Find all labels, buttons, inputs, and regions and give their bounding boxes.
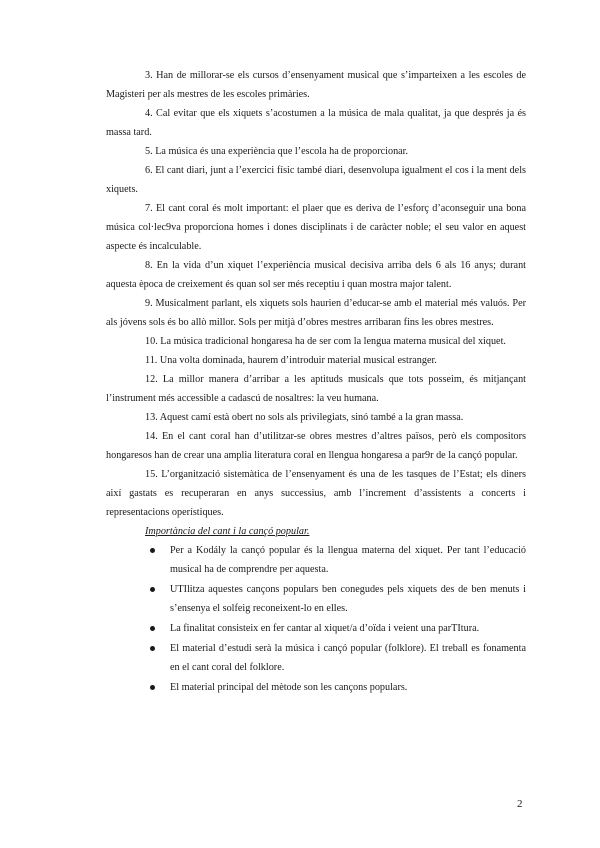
paragraph-15: 15. L’organització sistemàtica de l’ensenyament és una de les tasques de l’Estat; els diners així gastats es recuperaran en anys successius, amb l’increment d’assistents a concerts i representacions operístiques. — [106, 469, 526, 518]
paragraph-5: 5. La música és una experiència que l’escola ha de proporcionar. — [145, 146, 409, 157]
list-item — [106, 678, 526, 697]
paragraph-11: 11. Una volta dominada, haurem d’introduir material musical estranger. — [145, 355, 437, 366]
paragraph-14: 14. En el cant coral han d’utilitzar-se obres mestres d’altres països, però els compositors hongaresos han de crear una amplia literatura coral en llengua hongaresa a par9r de la cançó popular. — [106, 431, 526, 461]
bullet-icon — [150, 646, 155, 651]
paragraph-9: 9. Musicalment parlant, els xiquets sols haurien d’educar-se amb el material més valuós. Per als jóvens sols és bo allò millor. Sols per mitjà d’obres mestres arribaran fins les obres mestres. — [106, 298, 526, 328]
list-item — [106, 619, 526, 638]
list-item-text: El material principal del mètode son les cançons populars. — [170, 682, 408, 693]
page-body — [106, 66, 526, 698]
page-number: 2 — [517, 798, 523, 810]
list-item — [106, 580, 526, 618]
paragraph-3: 3. Han de millorar-se els cursos d’ensenyament musical que s’imparteixen a les escoles de Magisteri per als mestres de les escoles primàries. — [106, 70, 526, 100]
bullet-icon — [150, 587, 155, 592]
bullet-icon — [150, 685, 155, 690]
paragraph-10: 10. La música tradicional hongaresa ha de ser com la lengua materna musical del xiquet. — [145, 336, 506, 347]
paragraph-4: 4. Cal evitar que els xiquets s’acostumen a la música de mala qualitat, ja que després ja és massa tard. — [106, 108, 526, 138]
bullet-icon — [150, 626, 155, 631]
list-item — [106, 639, 526, 677]
paragraph-6: 6. El cant diari, junt a l’exercici físic també diari, desenvolupa igualment el cos i la ment dels xiquets. — [106, 165, 526, 195]
list-item-text: La finalitat consisteix en fer cantar al xiquet/a d’oïda i veient una parTItura. — [170, 623, 480, 634]
bullet-icon — [150, 548, 155, 553]
list-item-text: El material d’estudi serà la música i cançó popular (folklore). El treball es fonamenta en el cant coral del folklore. — [170, 643, 526, 673]
section-heading: Importància del cant i la cançó popular. — [145, 526, 310, 537]
list-item — [106, 541, 526, 579]
list-item-text: Per a Kodály la cançó popular és la llengua materna del xiquet. Per tant l’educació musical ha de comprendre per aquesta. — [170, 545, 526, 575]
list-item-text: UTIlitza aquestes cançons populars ben conegudes pels xiquets des de ben menuts i s’ensenya el solfeig reconeixent-lo en elles. — [170, 584, 526, 614]
paragraph-7: 7. El cant coral és molt important: el plaer que es deriva de l’esforç d’aconseguir una bona música col·lec9va proporciona homes i dones disciplinats i de caràcter noble; el seu valor en aquest aspecte és incalculable. — [106, 203, 526, 252]
paragraph-12: 12. La millor manera d’arribar a les aptituds musicals que tots posseim, és mitjançant l’instrument més accessible a cadascú de nosaltres: la veu humana. — [106, 374, 526, 404]
bullet-list — [106, 541, 526, 697]
paragraph-13: 13. Aquest camí està obert no sols als privilegiats, sinó també a la gran massa. — [145, 412, 464, 423]
paragraph-8: 8. En la vida d’un xiquet l’experiència musical decisiva arriba dels 6 als 16 anys; durant aquesta època de creixement és quan sol ser més receptiu i quan mostra major talent. — [106, 260, 526, 290]
